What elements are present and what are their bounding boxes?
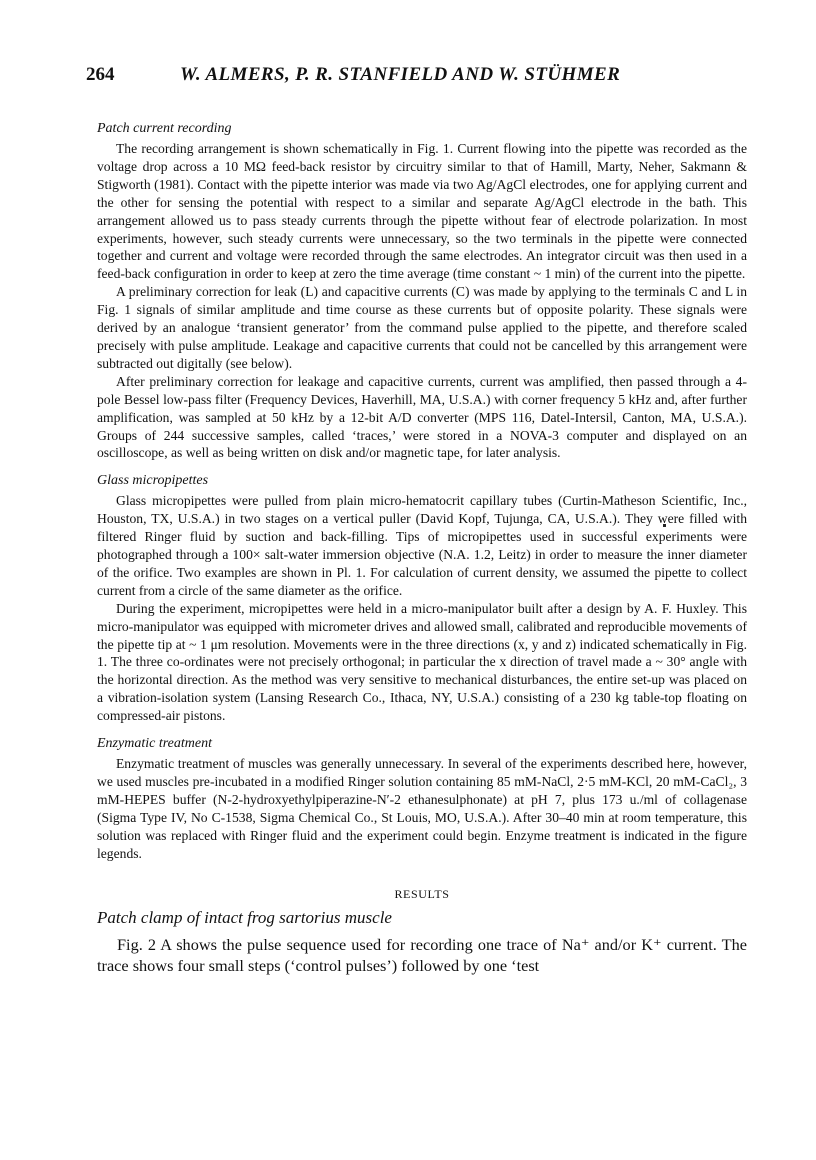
running-header-authors: W. ALMERS, P. R. STANFIELD AND W. STÜHMER <box>180 64 621 85</box>
body-text <box>97 121 747 977</box>
page-number: 264 <box>86 64 115 85</box>
paragraph: Fig. 2 A shows the pulse sequence used for recording one trace of Na⁺ and/or K⁺ current. The trace shows four small steps (‘control pulses’) followed by one ‘test <box>97 934 747 976</box>
results-heading: RESULTS <box>394 886 450 901</box>
paragraph: The recording arrangement is shown schematically in Fig. 1. Current flowing into the pipette was recorded as the voltage drop across a 10 MΩ feed-back resistor by circuitry similar to that of Hamill, Marty, Neher, Sakmann & Stigworth (1981). Contact with the pipette interior was made via two Ag/AgCl electrodes, one for applying current and the other for sensing the potential with respect to a similar and separate Ag/AgCl electrode in the bath. This arrangement allowed us to pass steady currents through the pipette without fear of electrode polarization. In most experiments, however, such steady currents were unnecessary, so the two terminals in the pipette were connected together and current and voltage were recorded through the same electrodes. An integrator circuit was then used in a feed-back configuration in order to keep at zero the time average (time constant ~ 1 min) of the current into the pipette. <box>97 141 747 282</box>
section-heading: Glass micropipettes <box>97 473 209 489</box>
paragraph: After preliminary correction for leakage and capacitive currents, current was amplified, then passed through a 4-pole Bessel low-pass filter (Frequency Devices, Haverhill, MA, U.S.A.) with corner frequency 5 kHz and, after further amplification, was sampled at 50 kHz by a 12-bit A/D converter (MPS 116, Datel-Intersil, Canton, MA, U.S.A.). Groups of 244 successive samples, called ‘traces,’ were stored in a NOVA-3 computer and displayed on an oscilloscope, as well as being written on disk and/or magnetic tape, for later analysis. <box>97 373 747 461</box>
paragraph: Enzymatic treatment of muscles was generally unnecessary. In several of the experiments described here, however, we used muscles pre-incubated in a modified Ringer solution containing 85 mM-NaCl, 2·5 mM-KCl, 20 mM-CaCl₂, 3 mM-HEPES buffer (N-2-hydroxyethylpiperazine-N′-2 ethanesulphonate) at pH 7, plus 173 u./ml of collagenase (Sigma Type IV, No C-1538, Sigma Chemical Co., St Louis, MO, U.S.A.). After 30–40 min at room temperature, this solution was replaced with Ringer fluid and the experiment could begin. Enzyme treatment is indicated in the figure legends. <box>97 756 747 861</box>
section-heading: Patch current recording <box>97 121 232 136</box>
running-header <box>86 64 746 90</box>
results-subheading: Patch clamp of intact frog sartorius muscle <box>97 907 392 927</box>
paragraph: A preliminary correction for leak (L) and capacitive currents (C) was made by applying to the terminals C and L in Fig. 1 signals of similar amplitude and time course as these currents but of opposite polarity. These signals were derived by an analogue ‘transient generator’ from the command pulse applied to the pipette, and therefore scaled precisely with pulse amplitude. Leakage and capacitive currents that could not be cancelled by this arrangement were subtracted out digitally (see below). <box>97 284 747 371</box>
section-results <box>97 908 747 977</box>
section-glass-micropipettes <box>97 473 747 725</box>
paragraph: Glass micropipettes were pulled from plain micro-hematocrit capillary tubes (Curtin-Matheson Scientific, Inc., Houston, TX, U.S.A.) in two stages on a vertical puller (David Kopf, Tujunga, CA, U.S.A.). They were filled with filtered Ringer fluid by suction and back-filling. Tips of micropipettes used in successful experiments were photographed through a 100× salt-water immersion objective (N.A. 1.2, Leitz) in order to measure the inner diameter of the orifice. Two examples are shown in Pl. 1. For calculation of current density, we assumed the pipette to collect current from a circle of the same diameter as the orifice. <box>97 493 747 598</box>
section-patch-current-recording <box>97 121 747 462</box>
section-enzymatic-treatment <box>97 736 747 862</box>
section-heading: Enzymatic treatment <box>97 736 212 752</box>
paragraph: During the experiment, micropipettes were held in a micro-manipulator built after a design by A. F. Huxley. This micro-manipulator was equipped with micrometer drives and allowed small, calibrated and reproducible movements of the pipette tip at ~ 1 μm resolution. Movements were in the three directions (x, y and z) indicated schematically in Fig. 1. The three co-ordinates were not precisely orthogonal; in particular the x direction of travel made a ~ 30° angle with the horizontal direction. As the method was very sensitive to mechanical disturbances, the entire set-up was placed on a vibration-isolation system (Lansing Research Co., Ithaca, NY, U.S.A.) consisting of a 230 kg table-top floating on compressed-air pistons. <box>97 600 747 724</box>
